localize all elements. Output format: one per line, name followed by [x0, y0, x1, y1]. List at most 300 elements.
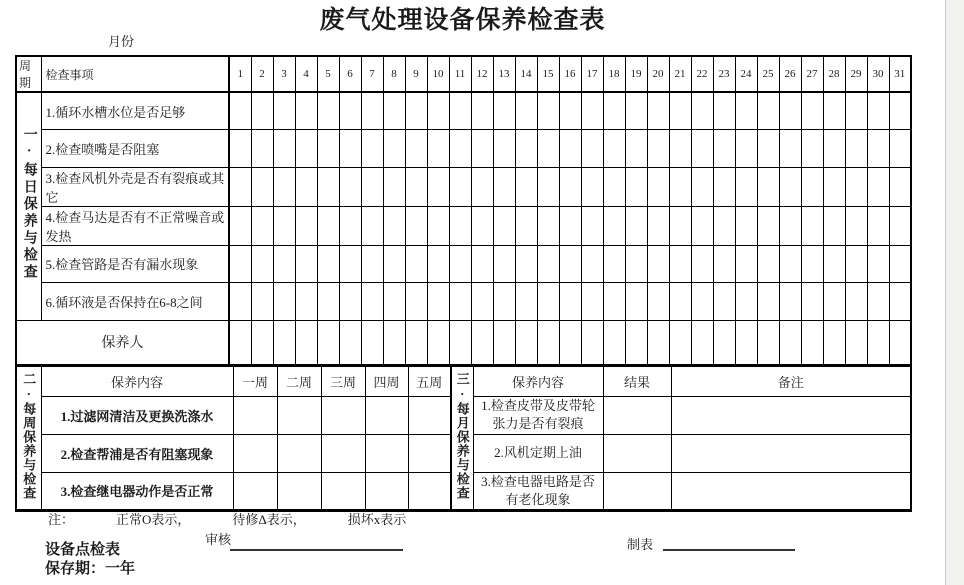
day-grid-cell [537, 206, 559, 245]
monthly-item-1: 1.检查皮带及皮带轮张力是否有裂痕 [473, 396, 603, 434]
day-grid-cell [449, 167, 471, 206]
day-grid-cell [581, 130, 603, 168]
day-grid-cell [669, 245, 691, 283]
day-grid-cell [625, 283, 647, 321]
note-label: 注： [48, 512, 75, 527]
day-grid-cell [383, 92, 405, 130]
day-grid-cell [581, 167, 603, 206]
day-grid-cell [845, 245, 867, 283]
note-normal: 正常O表示， [116, 512, 191, 527]
day-grid-cell [251, 206, 273, 245]
day-number: 25 [757, 56, 779, 92]
day-grid-cell [757, 206, 779, 245]
day-grid-cell [801, 167, 823, 206]
day-grid-cell [273, 245, 295, 283]
day-grid-cell [471, 167, 493, 206]
day-grid-cell [537, 130, 559, 168]
day-grid-cell [471, 245, 493, 283]
day-grid-cell [229, 92, 251, 130]
day-number: 10 [427, 56, 449, 92]
remark-cell [671, 472, 911, 510]
daily-item-row [16, 206, 911, 245]
day-number: 13 [493, 56, 515, 92]
weekly-section-label-text: 二·每周保养与检查 [21, 371, 37, 500]
day-grid-cell [691, 130, 713, 168]
page-title: 废气处理设备保养检查表 [319, 7, 606, 34]
day-grid-cell [867, 167, 889, 206]
day-grid-cell [625, 92, 647, 130]
day-grid-cell [295, 92, 317, 130]
day-grid-cell [251, 283, 273, 321]
day-grid-cell [889, 167, 911, 206]
cycle-header: 周期 [16, 56, 41, 92]
day-grid-cell [537, 167, 559, 206]
day-grid-cell [581, 320, 603, 365]
day-grid-cell [867, 320, 889, 365]
day-number: 5 [317, 56, 339, 92]
day-grid-cell [757, 167, 779, 206]
day-grid-cell [845, 130, 867, 168]
daily-item-row [16, 130, 911, 168]
day-grid-cell [339, 283, 361, 321]
day-grid-cell [317, 320, 339, 365]
day-number: 27 [801, 56, 823, 92]
day-grid-cell [383, 320, 405, 365]
day-grid-cell [889, 130, 911, 168]
result-header: 结果 [603, 366, 671, 396]
day-grid-cell [779, 245, 801, 283]
day-grid-cell [229, 167, 251, 206]
week-grid-cell [408, 434, 451, 472]
day-grid-cell [515, 92, 537, 130]
day-grid-cell [713, 206, 735, 245]
day-grid-cell [823, 130, 845, 168]
day-grid-cell [339, 92, 361, 130]
day-grid-cell [471, 92, 493, 130]
day-grid-cell [339, 245, 361, 283]
day-grid-cell [471, 206, 493, 245]
day-grid-cell [801, 320, 823, 365]
day-grid-cell [735, 206, 757, 245]
remark-cell [671, 396, 911, 434]
day-grid-cell [251, 320, 273, 365]
day-grid-cell [713, 92, 735, 130]
day-grid-cell [515, 206, 537, 245]
day-grid-cell [669, 206, 691, 245]
day-grid-cell [801, 130, 823, 168]
maintainer-label: 保养人 [16, 320, 229, 365]
week-grid-cell [408, 472, 451, 510]
day-grid-cell [405, 92, 427, 130]
week-grid-cell [277, 396, 321, 434]
day-grid-cell [625, 130, 647, 168]
daily-item-row [16, 92, 911, 130]
day-grid-cell [669, 130, 691, 168]
day-grid-cell [537, 245, 559, 283]
day-grid-cell [647, 206, 669, 245]
day-grid-cell [625, 320, 647, 365]
day-grid-cell [625, 245, 647, 283]
day-grid-cell [779, 130, 801, 168]
day-grid-cell [317, 167, 339, 206]
day-grid-cell [273, 206, 295, 245]
day-grid-cell [735, 92, 757, 130]
week-4-header: 四周 [365, 366, 408, 396]
day-grid-cell [823, 92, 845, 130]
day-grid-cell [647, 245, 669, 283]
day-grid-cell [405, 206, 427, 245]
day-grid-cell [757, 245, 779, 283]
day-grid-cell [823, 167, 845, 206]
day-grid-cell [361, 320, 383, 365]
day-grid-cell [295, 130, 317, 168]
monthly-item-3: 3.检查电器电路是否有老化现象 [473, 472, 603, 510]
day-grid-cell [823, 320, 845, 365]
day-grid-cell [229, 130, 251, 168]
daily-item-row [16, 167, 911, 206]
week-grid-cell [408, 396, 451, 434]
day-grid-cell [273, 167, 295, 206]
day-grid-cell [845, 92, 867, 130]
week-grid-cell [365, 472, 408, 510]
day-grid-cell [427, 320, 449, 365]
day-number: 11 [449, 56, 471, 92]
week-3-header: 三周 [321, 366, 365, 396]
lower-header-row [16, 366, 911, 396]
day-grid-cell [845, 320, 867, 365]
day-grid-cell [405, 130, 427, 168]
day-grid-cell [691, 206, 713, 245]
day-number: 22 [691, 56, 713, 92]
day-grid-cell [361, 245, 383, 283]
week-grid-cell [365, 434, 408, 472]
day-grid-cell [757, 92, 779, 130]
day-grid-cell [669, 92, 691, 130]
weekly-item-2: 2.检查帮浦是否有阻塞现象 [41, 434, 233, 472]
weekly-monthly-table [15, 365, 912, 512]
week-grid-cell [277, 434, 321, 472]
daily-item-5: 5.检查管路是否有漏水现象 [41, 245, 229, 283]
day-grid-cell [691, 320, 713, 365]
day-grid-cell [801, 206, 823, 245]
day-grid-cell [603, 206, 625, 245]
day-grid-cell [515, 167, 537, 206]
day-grid-cell [383, 283, 405, 321]
day-grid-cell [823, 245, 845, 283]
day-grid-cell [625, 167, 647, 206]
day-grid-cell [735, 245, 757, 283]
day-grid-cell [515, 245, 537, 283]
day-grid-cell [383, 130, 405, 168]
day-grid-cell [449, 245, 471, 283]
day-grid-cell [713, 167, 735, 206]
day-number: 20 [647, 56, 669, 92]
day-number: 16 [559, 56, 581, 92]
day-grid-cell [757, 283, 779, 321]
maintainer-row [16, 320, 911, 365]
day-grid-cell [405, 245, 427, 283]
remark-cell [671, 434, 911, 472]
day-grid-cell [647, 130, 669, 168]
week-grid-cell [321, 472, 365, 510]
day-grid-cell [713, 320, 735, 365]
day-grid-cell [647, 92, 669, 130]
day-grid-cell [867, 283, 889, 321]
monthly-content-header: 保养内容 [473, 366, 603, 396]
day-grid-cell [603, 167, 625, 206]
daily-section-label-text: 一·每日保养与检查 [21, 127, 37, 282]
day-number: 30 [867, 56, 889, 92]
day-grid-cell [449, 206, 471, 245]
day-grid-cell [493, 92, 515, 130]
day-number: 19 [625, 56, 647, 92]
day-grid-cell [295, 245, 317, 283]
weekly-item-3: 3.检查继电器动作是否正常 [41, 472, 233, 510]
maintenance-table [15, 55, 910, 512]
day-grid-cell [581, 283, 603, 321]
day-grid-cell [735, 130, 757, 168]
day-number: 28 [823, 56, 845, 92]
day-grid-cell [603, 130, 625, 168]
day-grid-cell [383, 167, 405, 206]
monthly-item-2: 2.风机定期上油 [473, 434, 603, 472]
day-grid-cell [515, 130, 537, 168]
day-grid-cell [779, 92, 801, 130]
day-grid-cell [889, 320, 911, 365]
day-grid-cell [889, 206, 911, 245]
day-grid-cell [691, 283, 713, 321]
day-grid-cell [735, 320, 757, 365]
day-grid-cell [449, 130, 471, 168]
weekly-content-header: 保养内容 [41, 366, 233, 396]
result-cell [603, 396, 671, 434]
day-grid-cell [405, 283, 427, 321]
day-grid-cell [339, 167, 361, 206]
day-number: 12 [471, 56, 493, 92]
prepared-signature-line [663, 549, 795, 551]
day-grid-cell [449, 320, 471, 365]
day-grid-cell [405, 320, 427, 365]
day-number: 21 [669, 56, 691, 92]
day-grid-cell [867, 92, 889, 130]
day-grid-cell [273, 92, 295, 130]
day-number: 9 [405, 56, 427, 92]
remark-header: 备注 [671, 366, 911, 396]
day-grid-cell [581, 245, 603, 283]
daily-item-4: 4.检查马达是否有不正常噪音或发热 [41, 206, 229, 245]
day-grid-cell [449, 283, 471, 321]
note-repair: 待修Δ表示， [232, 512, 306, 527]
day-grid-cell [647, 283, 669, 321]
day-grid-cell [757, 320, 779, 365]
day-grid-cell [801, 92, 823, 130]
monthly-section-label [451, 366, 473, 510]
day-number: 17 [581, 56, 603, 92]
review-label: 审核 [205, 532, 232, 547]
day-grid-cell [229, 320, 251, 365]
day-grid-cell [559, 167, 581, 206]
day-grid-cell [867, 130, 889, 168]
day-grid-cell [273, 283, 295, 321]
daily-section-label [16, 92, 41, 320]
day-grid-cell [361, 283, 383, 321]
day-number: 1 [229, 56, 251, 92]
day-grid-cell [603, 283, 625, 321]
day-grid-cell [317, 206, 339, 245]
day-grid-cell [823, 283, 845, 321]
prepared-by-label: 制表 [627, 537, 654, 552]
day-grid-cell [427, 167, 449, 206]
day-grid-cell [229, 283, 251, 321]
week-5-header: 五周 [408, 366, 451, 396]
day-grid-cell [779, 206, 801, 245]
day-grid-cell [229, 245, 251, 283]
day-grid-cell [339, 320, 361, 365]
day-grid-cell [405, 167, 427, 206]
review-signature-line [230, 549, 403, 551]
day-grid-cell [251, 130, 273, 168]
day-grid-cell [251, 92, 273, 130]
day-grid-cell [339, 206, 361, 245]
day-grid-cell [295, 320, 317, 365]
note-damage: 损坏x表示 [347, 512, 407, 527]
day-grid-cell [471, 320, 493, 365]
monthly-section-label-text: 三·每月保养与检查 [454, 371, 470, 500]
day-grid-cell [845, 167, 867, 206]
weekly-section-label [16, 366, 41, 510]
day-number: 26 [779, 56, 801, 92]
day-grid-cell [559, 206, 581, 245]
day-grid-cell [339, 130, 361, 168]
day-number: 3 [273, 56, 295, 92]
week-grid-cell [233, 472, 277, 510]
day-number: 29 [845, 56, 867, 92]
day-grid-cell [427, 92, 449, 130]
day-grid-cell [537, 283, 559, 321]
day-grid-cell [669, 320, 691, 365]
day-grid-cell [603, 320, 625, 365]
day-number: 18 [603, 56, 625, 92]
day-grid-cell [427, 245, 449, 283]
day-grid-cell [559, 320, 581, 365]
day-header-row [16, 56, 911, 92]
day-grid-cell [493, 245, 515, 283]
day-number: 4 [295, 56, 317, 92]
day-grid-cell [317, 283, 339, 321]
legend-note [48, 509, 406, 528]
daily-item-6: 6.循环液是否保持在6-8之间 [41, 283, 229, 321]
day-grid-cell [493, 130, 515, 168]
day-grid-cell [669, 283, 691, 321]
day-grid-cell [427, 283, 449, 321]
week-grid-cell [365, 396, 408, 434]
week-grid-cell [277, 472, 321, 510]
day-grid-cell [669, 167, 691, 206]
day-grid-cell [383, 245, 405, 283]
day-number: 14 [515, 56, 537, 92]
day-grid-cell [361, 130, 383, 168]
day-grid-cell [559, 130, 581, 168]
day-grid-cell [273, 320, 295, 365]
day-grid-cell [801, 245, 823, 283]
week-grid-cell [321, 434, 365, 472]
day-grid-cell [317, 245, 339, 283]
month-label: 月份 [108, 34, 135, 49]
week-grid-cell [321, 396, 365, 434]
result-cell [603, 434, 671, 472]
day-grid-cell [581, 92, 603, 130]
daily-item-1: 1.循环水槽水位是否足够 [41, 92, 229, 130]
day-grid-cell [229, 206, 251, 245]
day-grid-cell [559, 92, 581, 130]
day-grid-cell [515, 320, 537, 365]
day-grid-cell [537, 92, 559, 130]
week-grid-cell [233, 434, 277, 472]
day-grid-cell [427, 130, 449, 168]
day-grid-cell [427, 206, 449, 245]
day-grid-cell [449, 92, 471, 130]
day-grid-cell [471, 283, 493, 321]
day-grid-cell [691, 167, 713, 206]
day-grid-cell [867, 245, 889, 283]
day-grid-cell [493, 283, 515, 321]
day-grid-cell [295, 167, 317, 206]
day-grid-cell [251, 245, 273, 283]
day-grid-cell [559, 283, 581, 321]
day-grid-cell [867, 206, 889, 245]
day-grid-cell [845, 206, 867, 245]
week-1-header: 一周 [233, 366, 277, 396]
inspection-items-header: 检查事项 [41, 56, 229, 92]
day-grid-cell [713, 283, 735, 321]
day-grid-cell [493, 167, 515, 206]
day-grid-cell [757, 130, 779, 168]
day-grid-cell [801, 283, 823, 321]
day-grid-cell [603, 92, 625, 130]
day-grid-cell [317, 130, 339, 168]
result-cell [603, 472, 671, 510]
day-grid-cell [361, 92, 383, 130]
day-grid-cell [691, 92, 713, 130]
day-grid-cell [823, 206, 845, 245]
day-number: 31 [889, 56, 911, 92]
daily-item-3: 3.检查风机外壳是否有裂痕或其它 [41, 167, 229, 206]
day-number: 7 [361, 56, 383, 92]
form-name: 设备点检表 [45, 542, 121, 558]
day-grid-cell [295, 206, 317, 245]
day-number: 15 [537, 56, 559, 92]
day-number: 8 [383, 56, 405, 92]
day-grid-cell [493, 206, 515, 245]
day-grid-cell [889, 92, 911, 130]
day-grid-cell [845, 283, 867, 321]
day-number: 23 [713, 56, 735, 92]
retention-period: 保存期：一年 [45, 561, 136, 577]
day-grid-cell [889, 245, 911, 283]
day-grid-cell [295, 283, 317, 321]
day-grid-cell [317, 92, 339, 130]
daily-item-2: 2.检查喷嘴是否阻塞 [41, 130, 229, 168]
day-grid-cell [779, 283, 801, 321]
day-grid-cell [383, 206, 405, 245]
day-grid-cell [515, 283, 537, 321]
day-grid-cell [559, 245, 581, 283]
day-grid-cell [361, 206, 383, 245]
day-grid-cell [647, 320, 669, 365]
day-grid-cell [691, 245, 713, 283]
daily-inspection-table [15, 55, 912, 366]
day-grid-cell [537, 320, 559, 365]
